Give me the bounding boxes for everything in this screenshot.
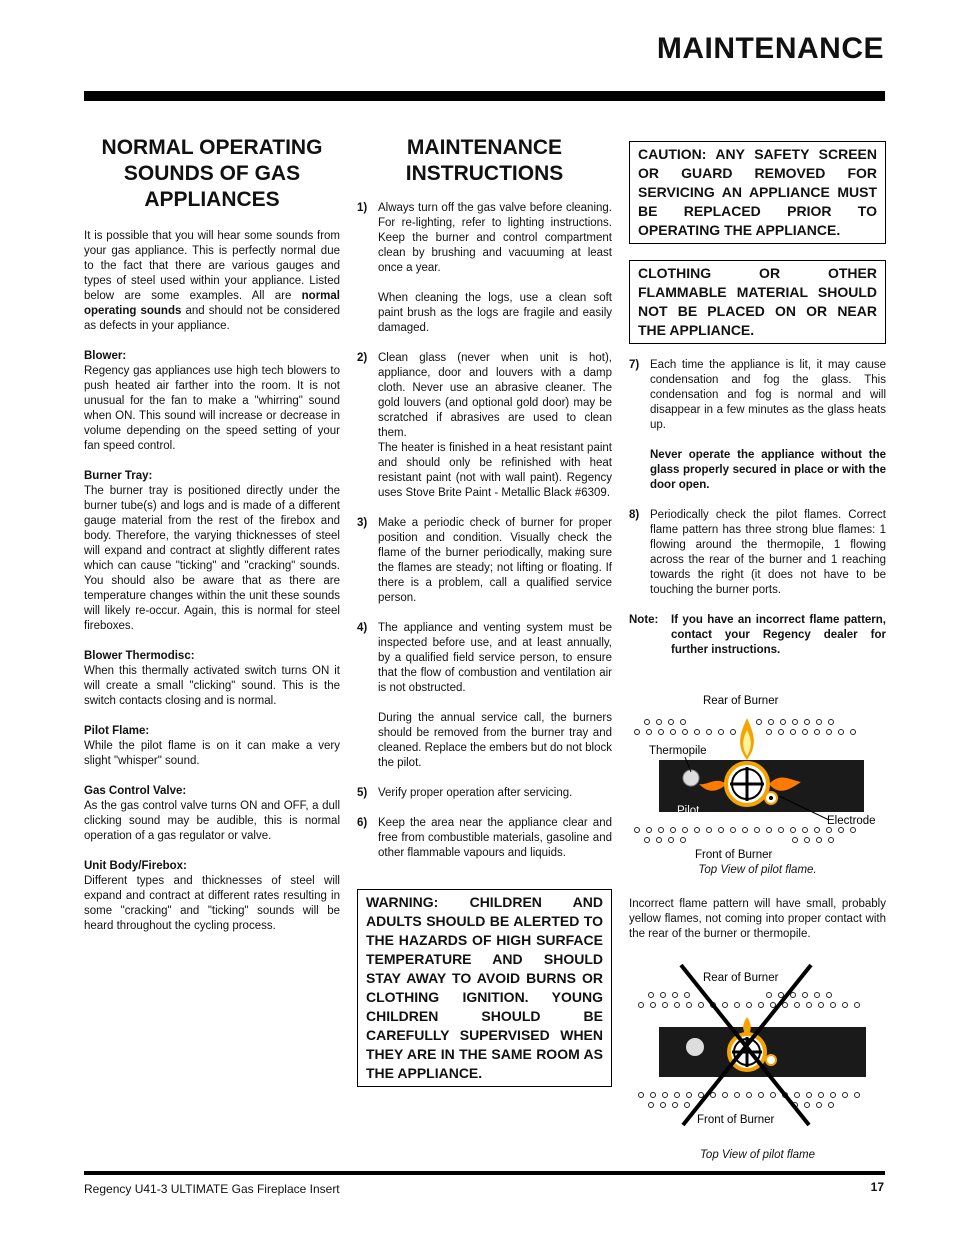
label-pilot: Pilot (677, 805, 700, 817)
footer-product: Regency U41-3 ULTIMATE Gas Fireplace Insert (84, 1182, 340, 1196)
figure-caption: Top View of pilot flame (699, 1149, 816, 1161)
item-number: 5) (357, 787, 368, 799)
section-title: Unit Body/Firebox: (84, 860, 187, 872)
top-rule (84, 91, 885, 101)
item-number: 6) (357, 817, 368, 829)
intro-bold: normal operating sounds (84, 290, 340, 317)
section-title: Blower: (84, 350, 127, 362)
front-port-holes (635, 828, 856, 843)
maintenance-instructions-heading: MAINTENANCE INSTRUCTIONS (405, 136, 564, 185)
item-text: Periodically check the pilot flames. Correct flame pattern has three strong blue flames: 1 flowing around the thermopile, 1 flowing across the rear of the burner and 1 reaching towards the right (it does not have to be touching the burner ports. (650, 509, 886, 596)
list-item (629, 508, 886, 598)
section-unit-body (84, 859, 340, 934)
intro-text-a: It is possible that you will hear some sounds from your gas appliance. This is perfectly normal due to the fact that there are various gauges and types of steel used within your appliance. Listed below are some examples. All are (84, 230, 340, 302)
note-text: If you have an incorrect flame pattern, contact your Regency dealer for further instructions. (671, 614, 886, 656)
item-text: Each time the appliance is lit, it may cause condensation and fog the glass. This condensation and fog is normal and will disappear in a few minutes as the glass heats up. (650, 359, 886, 431)
item-number: 7) (629, 359, 640, 371)
label-front-of-burner: Front of Burner (695, 849, 773, 861)
list-item (357, 621, 612, 771)
thermopile-sensor (683, 770, 699, 786)
correct-flame-figure (629, 672, 886, 877)
item-text-bold: Never operate the appliance without the glass properly secured in place or with the door open. (650, 449, 886, 491)
incorrect-flame-figure (629, 957, 886, 1163)
item-number: 1) (357, 202, 368, 214)
item-text: Keep the area near the appliance clear and free from combustible materials, gasoline and other flammable vapours and liquids. (378, 817, 612, 859)
section-blower-thermodisc (84, 649, 340, 709)
column-operating-sounds (84, 135, 340, 949)
item-text: The appliance and venting system must be inspected before use, and at least annually, by a qualified field service person, to ensure that the flow of combustion and ventilation air is not obstructed. (378, 622, 612, 694)
list-item (357, 516, 612, 606)
item-number: 8) (629, 509, 640, 521)
item-text: When cleaning the logs, use a clean soft paint brush as the logs are fragile and easily damaged. (378, 292, 612, 334)
label-electrode: Electrode (827, 815, 876, 827)
warning-box: WARNING: CHILDREN AND ADULTS SHOULD BE ALERTED TO THE HAZARDS OF HIGH SURFACE TEMPERATURE AND SHOULD STAY AWAY TO AVOID BURNS OR CLOTHING IGNITION. YOUNG CHILDREN SHOULD BE CAREFULLY SUPERVISED WHEN THEY ARE IN THE SAME ROOM AS THE APPLIANCE. (357, 889, 612, 1087)
bottom-rule (84, 1171, 885, 1175)
section-title: Gas Control Valve: (84, 785, 187, 797)
section-text: Regency gas appliances use high tech blowers to push heated air farther into the room. It is not unusual for the fan to make a "whirring" sound when ON. This sound will increase or decrease in volume depending on the speed setting of your fan speed control. (84, 365, 340, 452)
correct-flame-diagram (629, 672, 886, 862)
incorrect-flame-text: Incorrect flame pattern will have small, probably yellow flames, not coming into proper contact with the rear of the burner or thermopile. (629, 898, 886, 940)
operating-sounds-heading: NORMAL OPERATING SOUNDS OF GAS APPLIANCES (101, 136, 323, 211)
figure-caption: Top View of pilot flame. (698, 864, 817, 876)
column-maintenance-instructions (357, 135, 612, 1087)
section-text: The burner tray is positioned directly under the burner tube(s) and logs and is made of a different gauge material from the rest of the firebox and body. Therefore, the varying thicknesses of steel will expand and contract at slightly different rates which can cause "ticking" and "cracking" sounds. You should also be aware that as there are temperature changes within the unit these sounds will likely re-occur. Again, this is normal for steel fireboxes. (84, 485, 340, 632)
section-text: As the gas control valve turns ON and OFF, a dull clicking sound may be audible, this is normal operation of a gas regulator or valve. (84, 800, 340, 842)
item-number: 4) (357, 622, 368, 634)
section-blower (84, 349, 340, 454)
list-item (629, 358, 886, 493)
section-text: When this thermally activated switch turns ON it will create a small "clicking" sound. This is the switch contacts closing and is normal. (84, 665, 340, 707)
page-title: MAINTENANCE (656, 32, 884, 65)
item-number: 2) (357, 352, 368, 364)
section-title: Burner Tray: (84, 470, 153, 482)
list-item (357, 816, 612, 861)
operating-sounds-intro (84, 229, 340, 334)
caution-box-screen: CAUTION: ANY SAFETY SCREEN OR GUARD REMOVED FOR SERVICING AN APPLIANCE MUST BE REPLACED PRIOR TO OPERATING THE APPLIANCE. (629, 141, 886, 244)
item-text: Always turn off the gas valve before cleaning. For re-lighting, refer to lighting instructions. Keep the burner and control compartment clean by brushing and vacuuming at least once a year. (378, 202, 612, 274)
list-item (357, 786, 612, 801)
section-text: Different types and thicknesses of steel will expand and contract at different rates resulting in some "cracking" and "ticking" sounds will be heard throughout the cycling process. (84, 875, 340, 932)
item-number: 3) (357, 517, 368, 529)
note (629, 613, 886, 658)
item-text: The heater is finished in a heat resistant paint and should only be refinished with heat resistant paint (not with wall paint). Regency uses Stove Brite Paint - Metallic Black #6309. (378, 442, 612, 499)
label-thermopile: Thermopile (649, 745, 707, 757)
intro-text-b: and should not be considered as defects in your appliance. (84, 305, 340, 332)
item-text: Clean glass (never when unit is hot), appliance, door and louvers with a damp cloth. Never use an abrasive cleaner. The gold louvers (and optional gold door) may be scratched if abrasives are used to clean them. (378, 352, 612, 439)
label-rear-of-burner: Rear of Burner (703, 972, 779, 984)
item-text: During the annual service call, the burners should be removed from the burner tray and cleaned. Replace the embers but do not block the pilot. (378, 712, 612, 769)
list-item (357, 201, 612, 336)
section-text: While the pilot flame is on it can make a very slight "whisper" sound. (84, 740, 340, 767)
section-burner-tray (84, 469, 340, 634)
item-text: Verify proper operation after servicing. (378, 787, 573, 799)
item-text: Make a periodic check of burner for proper position and condition. Visually check the flame of the burner periodically, making sure the flames are steady; not lifting or floating. If there is a problem, call a qualified service person. (378, 517, 612, 604)
section-title: Pilot Flame: (84, 725, 150, 737)
incorrect-flame-diagram (629, 957, 886, 1137)
section-gas-control-valve (84, 784, 340, 844)
label-front-of-burner: Front of Burner (697, 1114, 775, 1126)
caution-box-flammable: CLOTHING OR OTHER FLAMMABLE MATERIAL SHOULD NOT BE PLACED ON OR NEAR THE APPLIANCE. (629, 260, 886, 344)
label-rear-of-burner: Rear of Burner (703, 695, 779, 707)
column-cautions (629, 141, 886, 1163)
note-label: Note: (629, 614, 659, 626)
section-pilot-flame (84, 724, 340, 769)
list-item (357, 351, 612, 501)
page-number: 17 (870, 1180, 884, 1194)
section-title: Blower Thermodisc: (84, 650, 195, 662)
